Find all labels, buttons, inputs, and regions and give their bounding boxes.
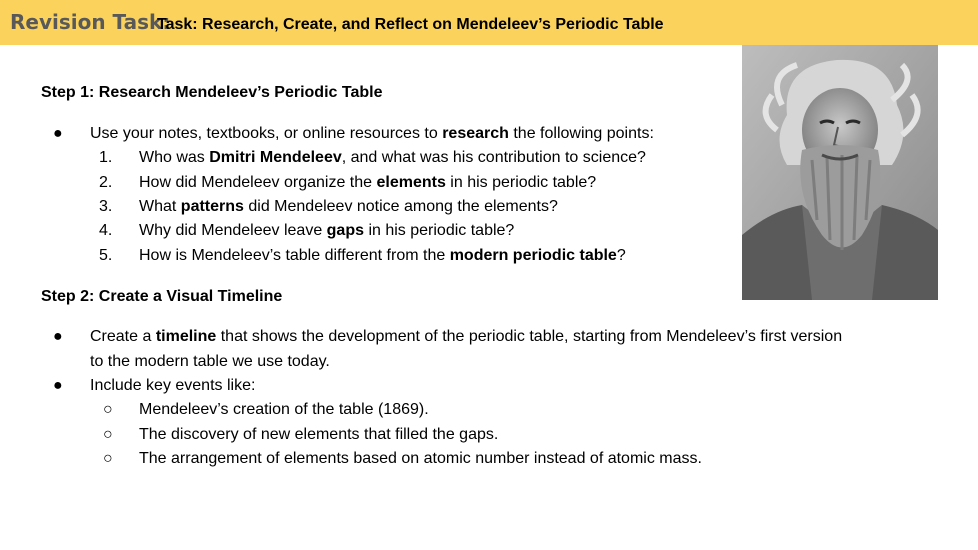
sub-bullet-marker: ○ (103, 450, 113, 467)
sub-bullet-marker: ○ (103, 426, 113, 443)
sub-list-item: Mendeleev’s creation of the table (1869). (139, 401, 429, 418)
bullet-marker: ● (53, 125, 63, 142)
mendeleev-portrait (742, 45, 938, 300)
revision-task-label: Revision Task: (10, 10, 171, 34)
step2-bullet-events: Include key events like: (90, 377, 256, 394)
item-number: 2. (99, 174, 113, 191)
portrait-image (742, 45, 938, 300)
step2-bullet-timeline-continued: to the modern table we use today. (90, 353, 330, 370)
item-number: 1. (99, 149, 113, 166)
step1-heading: Step 1: Research Mendeleev’s Periodic Table (41, 84, 383, 101)
bullet-marker: ● (53, 328, 63, 345)
step2-heading: Step 2: Create a Visual Timeline (41, 288, 283, 305)
item-number: 4. (99, 222, 113, 239)
list-item: How is Mendeleev’s table different from the modern periodic table? (139, 247, 626, 264)
item-number: 5. (99, 247, 113, 264)
sub-list-item: The discovery of new elements that filled the gaps. (139, 426, 499, 443)
sub-bullet-marker: ○ (103, 401, 113, 418)
page-title: Task: Research, Create, and Reflect on Mendeleev’s Periodic Table (157, 16, 664, 33)
sub-list-item: The arrangement of elements based on atomic number instead of atomic mass. (139, 450, 702, 467)
list-item: Why did Mendeleev leave gaps in his periodic table? (139, 222, 515, 239)
bullet-marker: ● (53, 377, 63, 394)
list-item: How did Mendeleev organize the elements in his periodic table? (139, 174, 597, 191)
step1-bullet: Use your notes, textbooks, or online resources to research the following points: (90, 125, 654, 142)
item-number: 3. (99, 198, 113, 215)
title-bar (0, 0, 978, 45)
list-item: What patterns did Mendeleev notice among the elements? (139, 198, 558, 215)
step2-bullet-timeline: Create a timeline that shows the development of the periodic table, starting from Mendeleev’s first version (90, 328, 843, 345)
list-item: Who was Dmitri Mendeleev, and what was his contribution to science? (139, 149, 646, 166)
